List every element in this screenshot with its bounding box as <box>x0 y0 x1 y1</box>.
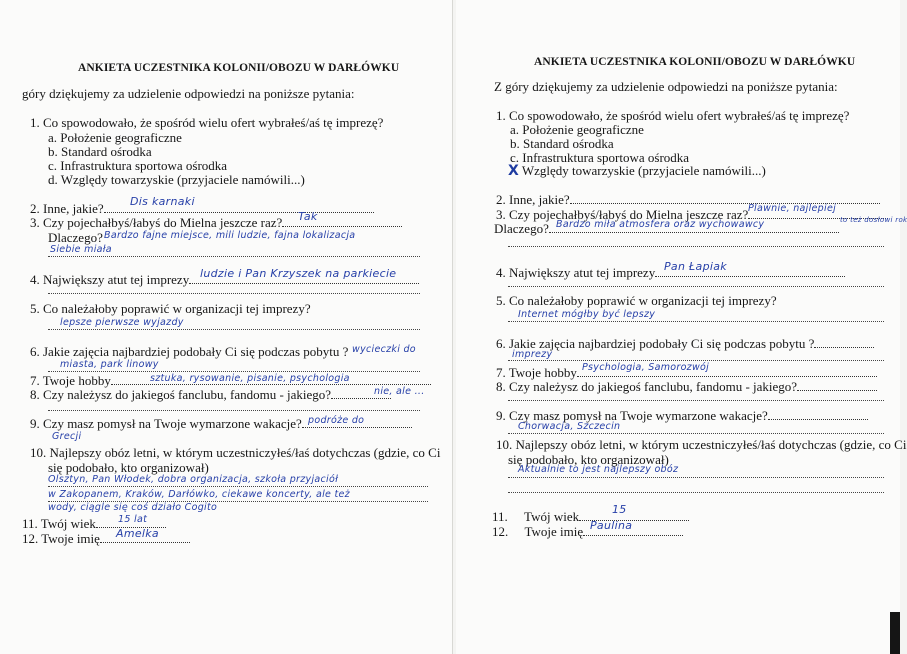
answer-10-2: w Zakopanem, Kraków, Darłówko, ciekawe koncerty, ale też <box>48 489 350 500</box>
answer-line <box>508 246 884 247</box>
answer-11: 15 <box>612 503 627 516</box>
question-6: 6. Jakie zajęcia najbardziej podobały Ci się podczas pobytu ? <box>30 344 349 359</box>
answer-line <box>508 400 884 401</box>
option-c: c. Infrastruktura sportowa ośrodka <box>510 150 690 165</box>
question-10-cont: się podobało, kto organizował) <box>48 460 209 475</box>
option-c: c. Infrastruktura sportowa ośrodka <box>48 158 228 173</box>
answer-5: lepsze pierwsze wyjazdy <box>60 317 184 328</box>
answer-8: nie, ale ... <box>374 386 425 397</box>
question-4: 4. Największy atut tej imprezy <box>496 265 845 280</box>
answer-line <box>48 256 420 257</box>
option-b: b. Standard ośrodka <box>48 144 152 159</box>
survey-title: ANKIETA UCZESTNIKA KOLONII/OBOZU W DARŁÓWKU <box>534 56 856 68</box>
answer-9-b: Grecji <box>52 431 82 442</box>
question-6: 6. Jakie zajęcia najbardziej podobały Ci się podczas pobytu ? <box>496 336 874 351</box>
question-11: 11. Twój wiek <box>492 509 689 524</box>
checkmark-x-icon: X <box>508 163 519 179</box>
answer-3-note: to też dosłowi rok <box>840 216 907 224</box>
answer-line <box>48 410 420 411</box>
answer-line <box>508 360 884 361</box>
option-a: a. Położenie geograficzne <box>48 130 182 145</box>
answer-line <box>508 477 884 478</box>
question-8: 8. Czy należysz do jakiegoś fanclubu, fandomu - jakiego? <box>496 379 877 394</box>
question-10: 10. Najlepszy obóz letni, w którym uczestniczyłeś/łaś dotychczas (gdzie, co Ci <box>30 445 441 460</box>
survey-sheet-right <box>456 0 907 654</box>
survey-intro: góry dziękujemy za udzielenie odpowiedzi na poniższe pytania: <box>22 86 355 101</box>
question-7: 7. Twoje hobby <box>496 365 877 380</box>
answer-10: Aktualnie to jest najlepszy obóz <box>518 464 679 475</box>
survey-sheet-left <box>0 0 452 654</box>
question-10-cont: się podobało, kto organizował) <box>508 452 669 467</box>
question-5: 5. Co należałoby poprawić w organizacji tej imprezy? <box>30 301 311 316</box>
answer-9-a: podróże do <box>308 415 365 426</box>
answer-3-why-2: Siebie miała <box>50 244 112 255</box>
scan-edge-shadow <box>890 612 900 654</box>
answer-line <box>508 433 884 434</box>
option-b: b. Standard ośrodka <box>510 136 614 151</box>
answer-line <box>508 286 884 287</box>
answer-4: ludzie i Pan Krzyszek na parkiecie <box>200 267 397 280</box>
answer-6-a: wycieczki do <box>352 344 416 355</box>
answer-3-why: Bardzo miła atmosfera oraz wychowawcy <box>556 219 765 230</box>
survey-title: ANKIETA UCZESTNIKA KOLONII/OBOZU W DARŁÓWKU <box>78 62 400 74</box>
option-d: X Względy towarzyskie (przyjaciele namówili...) <box>508 163 766 179</box>
question-5: 5. Co należałoby poprawić w organizacji tej imprezy? <box>496 293 777 308</box>
answer-10-1: Olsztyn, Pan Włodek, dobra organizacja, szkoła przyjaciół <box>48 474 339 485</box>
survey-intro: Z góry dziękujemy za udzielenie odpowiedzi na poniższe pytania: <box>494 79 838 94</box>
question-7: 7. Twoje hobby <box>30 373 431 388</box>
answer-3-why-1: Bardzo fajne miejsce, mili ludzie, fajna lokalizacja <box>104 230 356 241</box>
option-d: d. Względy towarzyskie (przyjaciele namówili...) <box>48 172 305 187</box>
answer-2: Dis karnaki <box>130 195 195 208</box>
question-8: 8. Czy należysz do jakiegoś fanclubu, fandomu - jakiego? <box>30 387 391 402</box>
option-a: a. Położenie geograficzne <box>510 122 644 137</box>
question-11: 11. Twój wiek <box>22 516 166 531</box>
answer-3: Plawnie, najlepiej <box>748 203 837 214</box>
answer-11: 15 lat <box>118 514 148 525</box>
answer-7: Psychologia, Samorozwój <box>582 362 710 373</box>
answer-line <box>508 321 884 322</box>
question-12: 12. Twoje imię <box>492 524 683 539</box>
question-2: 2. Inne, jakie? <box>496 192 880 207</box>
question-1: 1. Co spowodowało, że spośród wielu ofert wybrałeś/aś tę imprezę? <box>496 108 850 123</box>
question-3-why: Dlaczego? <box>494 221 839 236</box>
answer-line <box>48 486 428 487</box>
answer-10-3: wody, ciągle się coś działo Cogito <box>48 502 218 513</box>
answer-4: Pan Łapiak <box>664 260 727 273</box>
question-4: 4. Największy atut tej imprezy <box>30 272 419 287</box>
answer-line <box>48 371 420 372</box>
answer-line <box>508 492 884 493</box>
answer-12: Paulina <box>590 519 633 532</box>
question-12: 12. Twoje imię <box>22 531 190 546</box>
answer-7: sztuka, rysowanie, pisanie, psychologia <box>150 373 350 384</box>
question-1: 1. Co spowodowało, że spośród wielu ofert wybrałeś/aś tę imprezę? <box>30 115 384 130</box>
question-3: 3. Czy pojechałbyś/łabyś do Mielna jeszcze raz? <box>496 207 888 222</box>
answer-9: Chorwacja, Szczecin <box>518 421 621 432</box>
answer-line <box>48 293 420 294</box>
question-3: 3. Czy pojechałbyś/łabyś do Mielna jeszcze raz? <box>30 215 402 230</box>
answer-6-b: miasta, park linowy <box>60 359 159 370</box>
question-9: 9. Czy masz pomysł na Twoje wymarzone wakacje? <box>496 408 868 423</box>
answer-line <box>48 329 420 330</box>
answer-6: imprezy <box>512 349 553 360</box>
answer-5: Internet mógłby być lepszy <box>518 309 656 320</box>
question-9: 9. Czy masz pomysł na Twoje wymarzone wakacje? <box>30 416 412 431</box>
answer-3: Tak <box>298 210 318 223</box>
question-3-why: Dlaczego? <box>48 230 103 245</box>
question-2: 2. Inne, jakie? <box>30 201 374 216</box>
answer-12: Amelka <box>116 527 159 540</box>
question-10: 10. Najlepszy obóz letni, w którym uczestniczyłeś/łaś dotychczas (gdzie, co Ci <box>496 437 907 452</box>
